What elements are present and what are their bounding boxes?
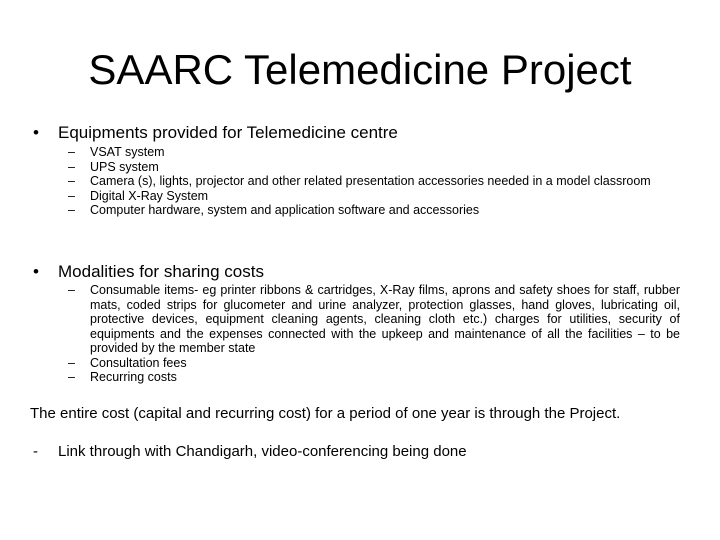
list-item-text: UPS system [90, 159, 159, 174]
list-item [68, 283, 680, 356]
dash-marker: – [68, 283, 75, 297]
dash-marker: – [68, 188, 75, 203]
bullet-marker: • [33, 123, 39, 142]
cost-sharing-heading: Modalities for sharing costs [58, 262, 264, 281]
list-item-text: Consumable items- eg printer ribbons & cartridges, X-Ray films, aprons and safety shoes for staff, rubber mats, coded strips for glucometer and urine analyzer, protection glasses, hand gloves, lubricating oil, protective devices, equipment cleaning agents, cleaning cloth etc.) charges for utilities, security of equipments and the expenses connected with the upkeep and maintenance of all the facilities – to be provided by the member state [90, 283, 680, 355]
list-item-text: VSAT system [90, 145, 165, 159]
list-item-text: Consultation fees [90, 355, 187, 370]
list-item [68, 370, 680, 385]
cost-paragraph: The entire cost (capital and recurring cost) for a period of one year is through the Project. [30, 405, 621, 422]
equipment-heading: Equipments provided for Telemedicine centre [58, 123, 398, 142]
dash-marker: – [68, 159, 75, 174]
list-item [68, 174, 680, 189]
dash-marker: – [68, 355, 75, 370]
list-item-text: Camera (s), lights, projector and other related presentation accessories needed in a model classroom [90, 174, 651, 188]
list-item [68, 189, 680, 204]
list-item-text: Recurring costs [90, 370, 177, 384]
bullet-marker: • [33, 262, 39, 281]
list-item [68, 145, 680, 160]
list-item [68, 356, 680, 371]
list-item-text: Computer hardware, system and application software and accessories [90, 203, 480, 217]
list-item-text: Digital X-Ray System [90, 188, 209, 203]
dash-marker: – [68, 370, 75, 384]
link-note: Link through with Chandigarh, video-conferencing being done [58, 443, 467, 460]
dash-marker: – [68, 145, 75, 159]
dash-marker: – [68, 174, 75, 188]
slide-title: SAARC Telemedicine Project [88, 46, 632, 93]
dash-marker: - [33, 443, 38, 460]
list-item [68, 160, 680, 175]
cost-sharing-list [68, 283, 680, 385]
list-item [68, 203, 680, 218]
dash-marker: – [68, 203, 75, 217]
equipment-list [68, 145, 680, 218]
